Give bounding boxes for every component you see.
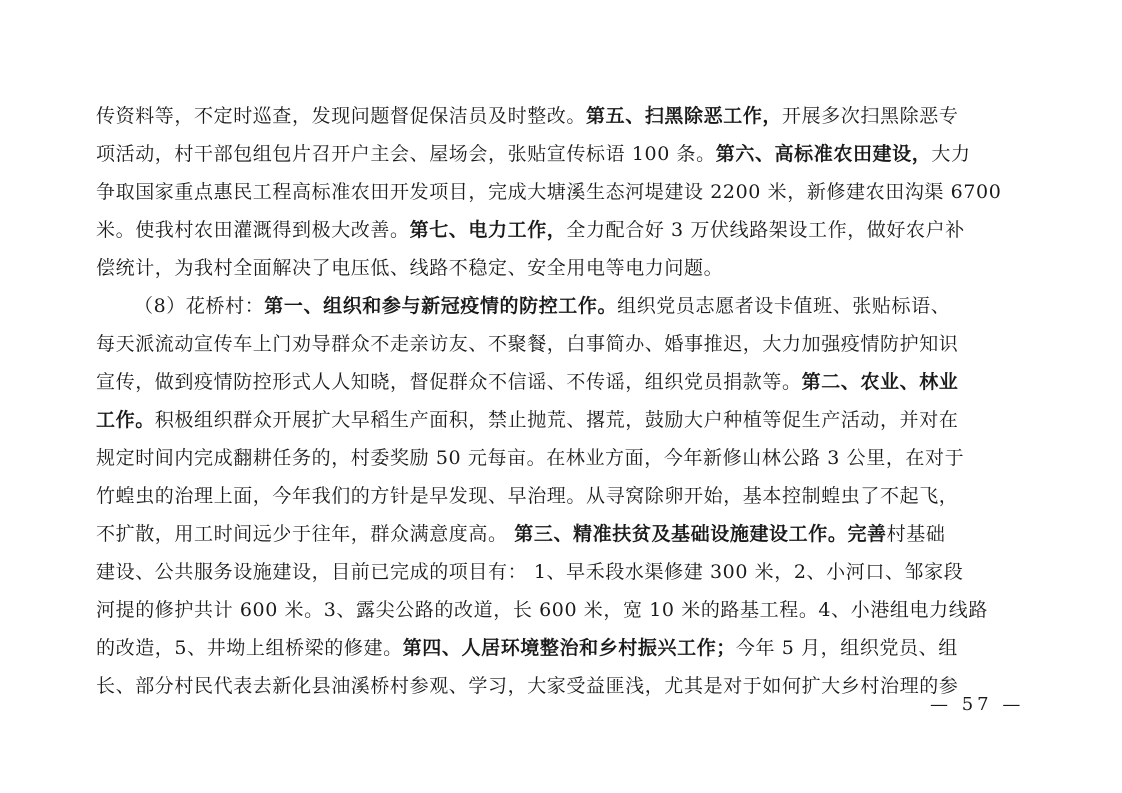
text-line-1: 传资料等，不定时巡查，发现问题督促保洁员及时整改。第五、扫黑除恶工作，开展多次扫黑除恶专 <box>96 105 959 127</box>
text-line-7: 每天派流动宣传车上门劝导群众不走亲访友、不聚餐，白事简办、婚事推迟，大力加强疫情防护知识 <box>96 333 959 355</box>
text-line-12: 不扩散，用工时间远少于往年，群众满意度高。 第三、精准扶贫及基础设施建设工作。完善村基础 <box>96 523 946 545</box>
text-line-3: 争取国家重点惠民工程高标准农田开发项目，完成大塘溪生态河堤建设 2200 米，新修建农田沟渠 6700 <box>96 181 1002 203</box>
text-line-5: 偿统计，为我村全面解决了电压低、线路不稳定、安全用电等电力问题。 <box>96 257 724 279</box>
text-line-15: 的改造，5、井坳上组桥梁的修建。第四、人居环境整治和乡村振兴工作；今年 5 月，组织党员、组 <box>96 637 958 659</box>
text-line-2: 项活动，村干部包组包片召开户主会、屋场会，张贴宣传标语 100 条。第六、高标准农田建设，大力 <box>96 143 971 165</box>
text-line-11: 竹蝗虫的治理上面，今年我们的方针是早发现、早治理。从寻窝除卵开始，基本控制蝗虫了不起飞， <box>96 485 959 507</box>
text-line-4: 米。使我村农田灌溉得到极大改善。第七、电力工作，全力配合好 3 万伏线路架设工作，做好农户补 <box>96 219 965 241</box>
text-line-16: 长、部分村民代表去新化县油溪桥村参观、学习，大家受益匪浅，尤其是对于如何扩大乡村治理的参 <box>96 675 959 697</box>
text-line-14: 河提的修护共计 600 米。3、露尖公路的改道，长 600 米，宽 10 米的路基工程。4、小港组电力线路 <box>96 599 988 621</box>
text-line-8: 宣传，做到疫情防控形式人人知晓，督促群众不信谣、不传谣，组织党员捐款等。第二、农业、林业 <box>96 371 959 393</box>
page-number: — 57 — <box>930 694 1025 715</box>
text-line-9: 工作。积极组织群众开展扩大早稻生产面积，禁止抛荒、撂荒，鼓励大户种植等促生产活动，并对在 <box>96 409 959 431</box>
text-line-10: 规定时间内完成翻耕任务的，村委奖励 50 元每亩。在林业方面，今年新修山林公路 3 公里，在对于 <box>96 447 965 469</box>
text-line-13: 建设、公共服务设施建设，目前已完成的项目有： 1、早禾段水渠修建 300 米，2、小河口、邹家段 <box>96 561 964 583</box>
text-line-6: （8）花桥村：第一、组织和参与新冠疫情的防控工作。组织党员志愿者设卡值班、张贴标语、 <box>134 295 951 317</box>
